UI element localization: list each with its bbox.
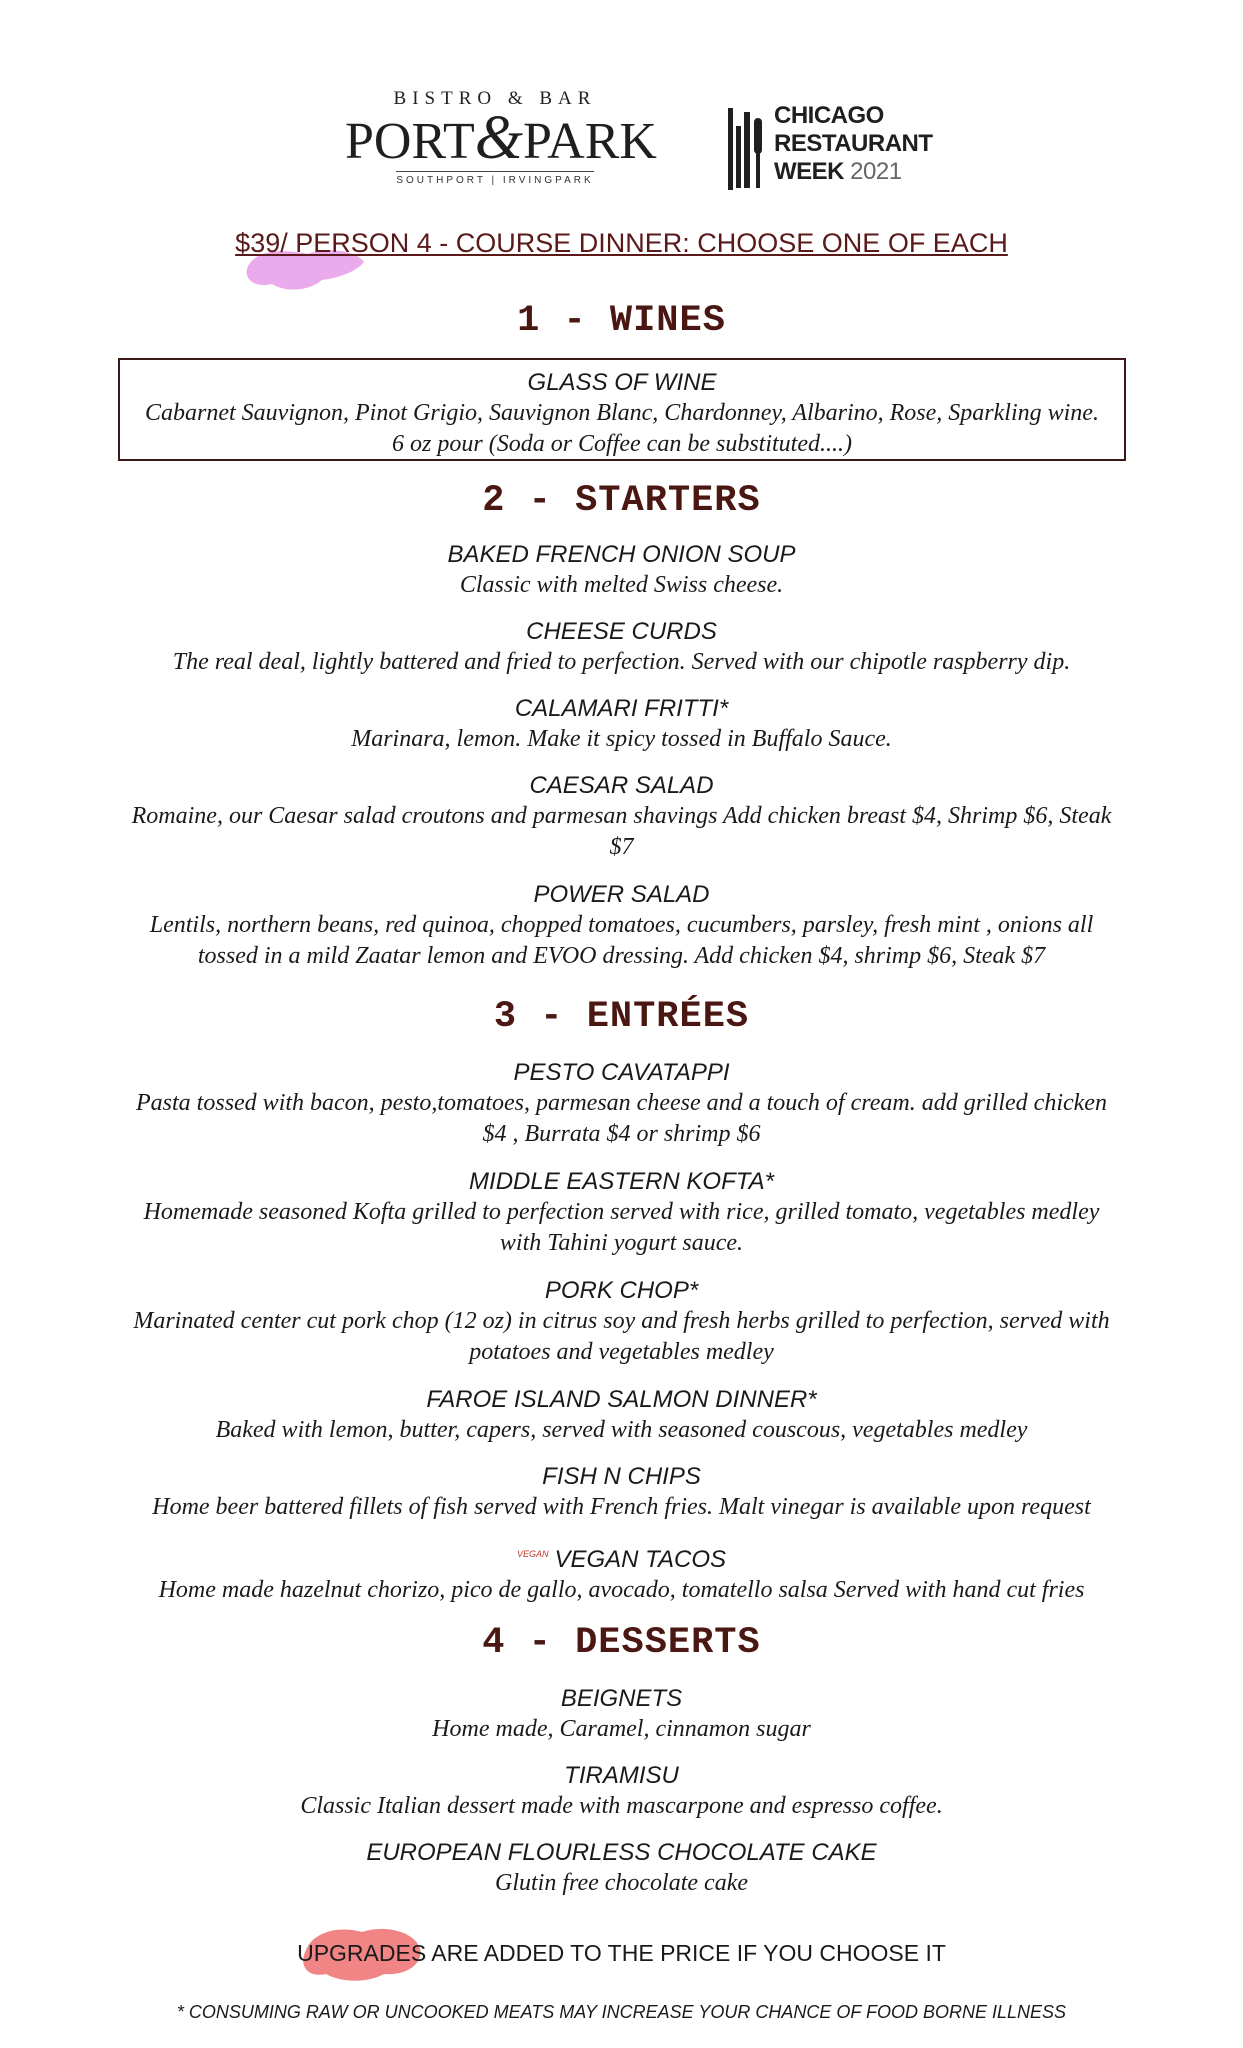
item-name: CALAMARI FRITTI* — [514, 695, 729, 722]
item-desc: Classic Italian dessert made with mascarpone and espresso coffee. — [300, 1793, 943, 1819]
item-name: MIDDLE EASTERN KOFTA* — [469, 1168, 774, 1195]
item-desc: Homemade seasoned Kofta grilled to perfection served with rice, grilled tomato, vegetables medley with Tahini yogurt sauce. — [143, 1199, 1100, 1256]
item-desc: Home made, Caramel, cinnamon sugar — [432, 1716, 811, 1742]
item-desc: Cabarnet Sauvignon, Pinot Grigio, Sauvignon Blanc, Chardonney, Albarino, Rose, Sparkling wine. 6 oz pour (Soda or Coffee can be substituted....) — [145, 400, 1099, 457]
item-desc: Home made hazelnut chorizo, pico de gallo, avocado, tomatello salsa Served with hand cut fries — [158, 1577, 1085, 1603]
chicago-restaurant-week-logo — [728, 102, 933, 192]
menu-item — [0, 1838, 1243, 1899]
price-line: $39/ PERSON 4 - COURSE DINNER: CHOOSE ONE OF EACH — [235, 228, 1008, 258]
fork-knife-icon — [728, 108, 762, 190]
vegan-tag: VEGAN — [516, 1549, 549, 1559]
item-name: FAROE ISLAND SALMON DINNER* — [426, 1386, 817, 1413]
health-footnote: * CONSUMING RAW OR UNCOOKED MEATS MAY INCREASE YOUR CHANCE OF FOOD BORNE ILLNESS — [176, 2002, 1067, 2022]
item-desc: Home beer battered fillets of fish served with French fries. Malt vinegar is available upon request — [152, 1494, 1091, 1520]
menu-item — [0, 880, 1243, 972]
item-name: PORK CHOP* — [544, 1277, 699, 1304]
crw-text: CHICAGO RESTAURANT WEEK 2021 — [774, 102, 933, 185]
item-desc: Romaine, our Caesar salad croutons and parmesan shavings Add chicken breast $4, Shrimp $6, Steak $7 — [131, 803, 1112, 860]
menu-item — [0, 540, 1243, 601]
wine-box — [118, 358, 1126, 461]
menu-item — [0, 1462, 1243, 1523]
item-desc: Lentils, northern beans, red quinoa, chopped tomatoes, cucumbers, parsley, fresh mint , onions all tossed in a mild Zaatar lemon and EVOO dressing. Add chicken $4, shrimp $6, Steak $7 — [149, 912, 1094, 969]
section-title-starters: 2 - STARTERS — [482, 480, 761, 522]
menu-item — [0, 1761, 1243, 1822]
item-name: FISH N CHIPS — [542, 1463, 701, 1490]
header-logos — [0, 0, 1243, 230]
item-desc: The real deal, lightly battered and fried to perfection. Served with our chipotle raspberry dip. — [172, 649, 1071, 675]
menu-item — [0, 1539, 1243, 1606]
item-name: PESTO CAVATAPPI — [513, 1059, 730, 1086]
item-name: POWER SALAD — [533, 881, 710, 908]
item-desc: Glutin free chocolate cake — [494, 1870, 748, 1896]
upgrade-note: UPGRADES ARE ADDED TO THE PRICE IF YOU CHOOSE IT — [297, 1940, 946, 1966]
menu-item — [0, 694, 1243, 755]
menu-item — [0, 771, 1243, 863]
logo-wordmark: PORT&PARK — [345, 104, 657, 172]
menu-item — [0, 1167, 1243, 1259]
item-desc: Baked with lemon, butter, capers, served with seasoned couscous, vegetables medley — [215, 1417, 1028, 1443]
crw-year: 2021 — [850, 158, 902, 185]
item-desc: Classic with melted Swiss cheese. — [459, 572, 784, 598]
section-title-desserts: 4 - DESSERTS — [482, 1622, 761, 1664]
item-desc: Pasta tossed with bacon, pesto,tomatoes, parmesan cheese and a touch of cream. add grilled chicken $4 , Burrata $4 or shrimp $6 — [136, 1090, 1107, 1147]
item-name: $^{VEGAN}$ VEGAN TACOS — [516, 1546, 727, 1573]
menu-item — [0, 1684, 1243, 1745]
item-name: CAESAR SALAD — [529, 772, 714, 799]
logo-bistro-bar: BISTRO & BAR — [393, 88, 597, 109]
item-name: BAKED FRENCH ONION SOUP — [447, 541, 796, 568]
section-title-entrees: 3 - ENTRÉES — [493, 996, 750, 1038]
item-desc: Marinara, lemon. Make it spicy tossed in Buffalo Sauce. — [351, 726, 892, 752]
item-name: EUROPEAN FLOURLESS CHOCOLATE CAKE — [366, 1839, 877, 1866]
menu-item — [0, 1058, 1243, 1150]
item-name: BEIGNETS — [560, 1685, 683, 1712]
item-name: TIRAMISU — [564, 1762, 679, 1789]
item-desc: Marinated center cut pork chop (12 oz) in citrus soy and fresh herbs grilled to perfection, served with potatoes and vegetables medley — [133, 1308, 1110, 1365]
port-park-logo — [345, 88, 657, 198]
item-name: CHEESE CURDS — [526, 618, 717, 645]
menu-item — [0, 1276, 1243, 1368]
logo-subtitle: SOUTHPORT | IRVINGPARK — [396, 171, 593, 186]
item-name: GLASS OF WINE — [527, 369, 717, 396]
section-title-wines: 1 - WINES — [517, 300, 726, 342]
menu-item — [0, 1385, 1243, 1446]
menu-item — [0, 617, 1243, 678]
